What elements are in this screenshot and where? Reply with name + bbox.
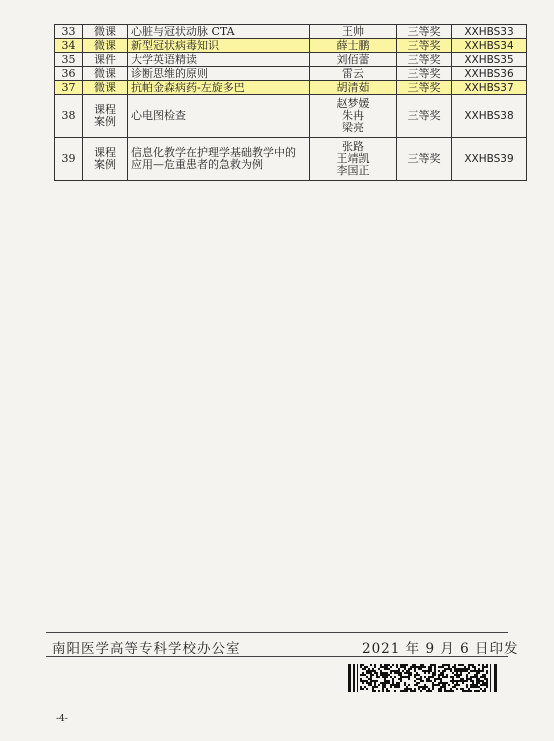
row-code: XXHBS35 [452, 53, 527, 67]
row-prize: 三等奖 [397, 53, 452, 67]
row-prize: 三等奖 [397, 25, 452, 39]
page-number: -4- [56, 714, 68, 724]
row-type: 微课 [83, 25, 128, 39]
row-author: 赵梦媛 朱冉 梁亮 [310, 95, 397, 138]
table-row-highlighted [55, 81, 527, 95]
awards-table [54, 24, 527, 181]
row-author: 刘佰蕾 [310, 53, 397, 67]
table-row [55, 138, 527, 181]
row-author: 雷云 [310, 67, 397, 81]
table-row [55, 25, 527, 39]
row-title: 信息化教学在护理学基础教学中的应用—危重患者的急救为例 [128, 138, 310, 181]
row-prize: 三等奖 [397, 67, 452, 81]
row-type: 课程 案例 [83, 95, 128, 138]
row-title: 新型冠状病毒知识 [128, 39, 310, 53]
row-code: XXHBS37 [452, 81, 527, 95]
row-author: 薛士鹏 [310, 39, 397, 53]
row-number: 35 [55, 53, 83, 67]
table-row-highlighted [55, 39, 527, 53]
row-code: XXHBS39 [452, 138, 527, 181]
row-code: XXHBS38 [452, 95, 527, 138]
barcode-icon [348, 664, 499, 692]
row-prize: 三等奖 [397, 138, 452, 181]
row-code: XXHBS36 [452, 67, 527, 81]
row-prize: 三等奖 [397, 95, 452, 138]
row-number: 33 [55, 25, 83, 39]
row-author: 张路 王靖凯 李国正 [310, 138, 397, 181]
row-type: 微课 [83, 81, 128, 95]
row-title: 抗帕金森病药-左旋多巴 [128, 81, 310, 95]
footer-bottom-rule [46, 656, 508, 657]
row-author: 王帅 [310, 25, 397, 39]
row-title: 大学英语精读 [128, 53, 310, 67]
row-number: 39 [55, 138, 83, 181]
row-title: 诊断思维的原则 [128, 67, 310, 81]
table-row [55, 53, 527, 67]
row-prize: 三等奖 [397, 39, 452, 53]
row-type: 微课 [83, 67, 128, 81]
row-type: 微课 [83, 39, 128, 53]
row-number: 36 [55, 67, 83, 81]
row-title: 心脏与冠状动脉 CTA [128, 25, 310, 39]
issue-date: 2021 年 9 月 6 日印发 [362, 641, 519, 657]
table-row [55, 67, 527, 81]
awards-table-body [55, 25, 527, 181]
row-title: 心电图检查 [128, 95, 310, 138]
row-type: 课件 [83, 53, 128, 67]
row-prize: 三等奖 [397, 81, 452, 95]
row-author: 胡清茹 [310, 81, 397, 95]
row-number: 34 [55, 39, 83, 53]
issuer-name: 南阳医学高等专科学校办公室 [52, 641, 241, 657]
row-type: 课程 案例 [83, 138, 128, 181]
row-code: XXHBS34 [452, 39, 527, 53]
table-row [55, 95, 527, 138]
row-number: 37 [55, 81, 83, 95]
row-number: 38 [55, 95, 83, 138]
row-code: XXHBS33 [452, 25, 527, 39]
footer-top-rule [46, 632, 508, 633]
